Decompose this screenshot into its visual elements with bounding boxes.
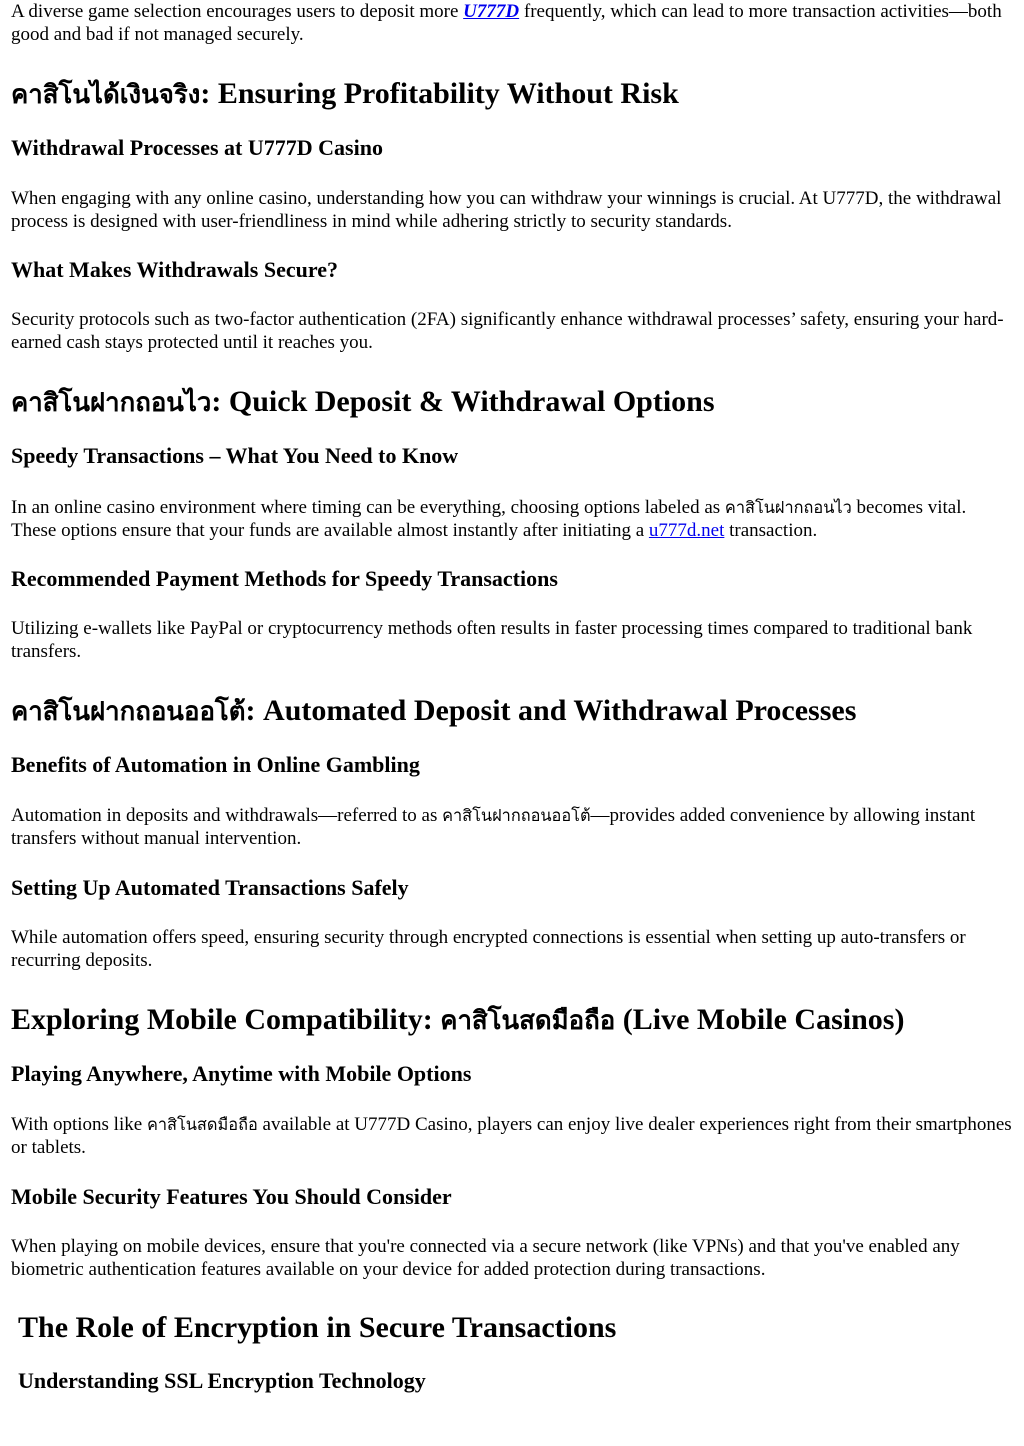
- section-heading-encryption: The Role of Encryption in Secure Transactions: [18, 1311, 617, 1344]
- thai-term: คาสิโนฝากถอนไว: [724, 498, 852, 517]
- paragraph-text: In an online casino environment where timing can be everything, choosing options labeled as: [11, 497, 725, 518]
- intro-text-start: A diverse game selection encourages users to deposit more: [11, 1, 464, 22]
- thai-term: คาสิโนฝากถอนออโต้: [442, 806, 591, 825]
- paragraph-withdrawal-processes: When engaging with any online casino, understanding how you can withdraw your winnings is crucial. At U777D, the withdrawal process is designed with user-friendliness in mind while adhering strictly to security standards.: [11, 188, 1002, 232]
- subheading-speedy-transactions: Speedy Transactions – What You Need to Know: [11, 443, 459, 468]
- paragraph-withdrawals-secure: Security protocols such as two-factor authentication (2FA) significantly enhance withdrawal processes’ safety, ensuring your hard-earned cash stays protected until it reaches you.: [11, 309, 1004, 353]
- heading-text: : Automated Deposit and Withdrawal Processes: [245, 694, 857, 727]
- heading-text: : Quick Deposit & Withdrawal Options: [211, 385, 715, 418]
- section-heading-automated: [11, 693, 1013, 730]
- heading-text: (Live Mobile Casinos): [615, 1003, 905, 1036]
- subheading-automation-benefits: Benefits of Automation in Online Gambling: [11, 752, 420, 777]
- paragraph-automation-benefits: [11, 804, 1013, 850]
- paragraph-text: —provides added convenience by allowing instant transfers without manual intervention.: [11, 805, 976, 849]
- paragraph-payment-methods: Utilizing e-wallets like PayPal or cryptocurrency methods often results in faster processing times compared to traditional bank transfers.: [11, 618, 973, 662]
- subheading-automated-safely: Setting Up Automated Transactions Safely: [11, 875, 409, 900]
- paragraph-text: Automation in deposits and withdrawals—referred to as: [11, 805, 443, 826]
- heading-text: : Ensuring Profitability Without Risk: [200, 77, 679, 110]
- subheading-playing-anywhere: Playing Anywhere, Anytime with Mobile Options: [11, 1061, 472, 1086]
- subheading-mobile-security: Mobile Security Features You Should Consider: [11, 1184, 452, 1209]
- paragraph-speedy-transactions: [11, 496, 1013, 542]
- paragraph-playing-anywhere: [11, 1113, 1013, 1159]
- section-heading-quick-deposit: [11, 384, 1013, 421]
- paragraph-text: transaction.: [724, 520, 818, 541]
- section-heading-real-money: [11, 76, 1013, 113]
- paragraph-text: available at U777D Casino, players can enjoy live dealer experiences right from their smartphones or tablets.: [11, 1114, 1012, 1158]
- u777d-link[interactable]: U777D: [463, 1, 520, 22]
- heading-thai-term: คาสิโนสดมือถือ: [440, 1006, 616, 1036]
- section-heading-mobile: [11, 1002, 1013, 1039]
- heading-thai-term: คาสิโนได้เงินจริง: [11, 80, 201, 110]
- u777d-net-link[interactable]: u777d.net: [648, 520, 725, 541]
- subheading-withdrawal-processes: Withdrawal Processes at U777D Casino: [11, 135, 383, 160]
- paragraph-text: becomes vital. These options ensure that your funds are available almost instantly after initiating a: [11, 497, 967, 541]
- paragraph-text: With options like: [11, 1114, 147, 1135]
- subheading-withdrawals-secure: What Makes Withdrawals Secure?: [11, 257, 338, 282]
- paragraph-automated-safely: While automation offers speed, ensuring security through encrypted connections is essential when setting up auto-transfers or recurring deposits.: [11, 927, 966, 971]
- intro-paragraph: [11, 0, 1013, 46]
- thai-term: คาสิโนสดมือถือ: [146, 1115, 258, 1134]
- heading-thai-term: คาสิโนฝากถอนออโต้: [11, 697, 246, 727]
- subheading-payment-methods: Recommended Payment Methods for Speedy Transactions: [11, 566, 558, 591]
- intro-text-end: frequently, which can lead to more transaction activities—both good and bad if not managed securely.: [11, 1, 1002, 45]
- paragraph-mobile-security: When playing on mobile devices, ensure that you're connected via a secure network (like VPNs) and that you've enabled any biometric authentication features available on your device for added protection during transactions.: [11, 1236, 960, 1280]
- heading-text: Exploring Mobile Compatibility:: [11, 1003, 441, 1036]
- subheading-ssl-encryption: Understanding SSL Encryption Technology: [18, 1368, 426, 1393]
- heading-thai-term: คาสิโนฝากถอนไว: [11, 388, 212, 418]
